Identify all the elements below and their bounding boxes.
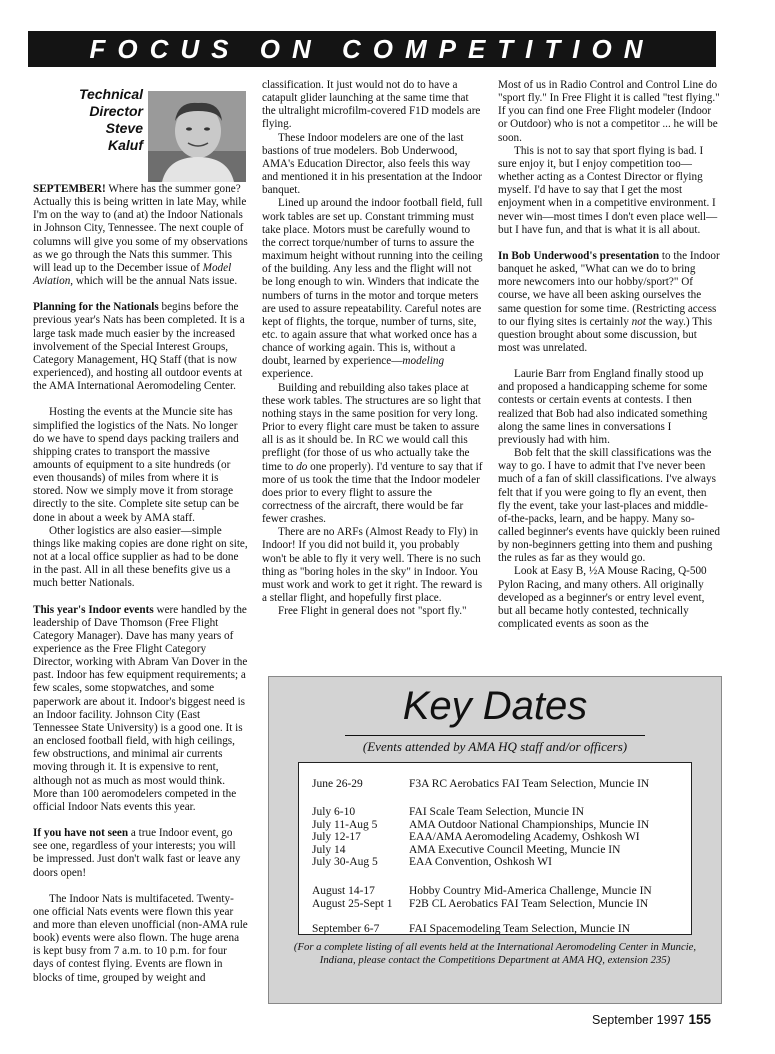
section-banner: FOCUS ON COMPETITION xyxy=(28,31,716,67)
page-number: 155 xyxy=(688,1012,711,1027)
event-date: July 11-Aug 5 xyxy=(312,818,378,831)
paragraph: Look at Easy B, ½A Mouse Racing, Q-500 Pylon Racing, and many others. All originally developed as a beginner's or entry level event, but all became hotly contested, technically complicated events as soon as the xyxy=(498,565,707,631)
paragraph: Laurie Barr from England finally stood up and proposed a handicapping scheme for some contests or certain events at contests. I then realized that Bob had also indicated something along the same lines in conversations I previously had with him. xyxy=(498,368,708,446)
author-photo xyxy=(148,91,246,182)
paragraph: These Indoor modelers are one of the last bastions of true modelers. Bob Underwood, AMA's Education Director, also feels this way and mentioned it in his presentation at the Indoor banquet. xyxy=(262,131,482,197)
event-name: Hobby Country Mid-America Challenge, Muncie IN xyxy=(409,885,652,897)
event-date: August 25-Sept 1 xyxy=(312,898,393,910)
paragraph: Free Flight in general does not "sport fly." xyxy=(278,605,467,618)
column-3 xyxy=(498,79,720,631)
event-date: June 26-29 xyxy=(312,778,363,790)
paragraph: classification. It just would not do to have a catapult glider launching at the same time that the ultralight microfilm-covered F1D models are flying. xyxy=(262,79,481,131)
paragraph: Most of us in Radio Control and Control Line do "sport fly." In Free Flight it is called "test flying." If you can find one Free Flight modeler (Indoor or Outdoor) who is not a competitor ... he will be soon. xyxy=(498,79,720,144)
event-date: September 6-7 xyxy=(312,923,380,935)
event-date: July 14 xyxy=(312,843,346,856)
paragraph: Planning for the Nationals begins before the previous year's Nats has been completed. It is a large task made much easier by the increased involvement of the Special Interest Groups, Category Management, HQ Staff (that is now experienced), and hosting all outdoor events at the AMA International Aeromodeling Center. xyxy=(33,301,245,393)
event-date: July 12-17 xyxy=(312,831,361,843)
author-byline xyxy=(33,86,143,154)
paragraph: There are no ARFs (Almost Ready to Fly) in Indoor! If you did not build it, you probably won't be able to fly it very well. There is no such thing as "boring holes in the sky" in Indoor. You must work and work to get it right. The reward is a stellar flight, and hopefully first place. xyxy=(262,526,483,605)
author-box xyxy=(33,86,247,182)
column-1 xyxy=(33,183,248,985)
event-name: F3A RC Aerobatics FAI Team Selection, Muncie IN xyxy=(409,778,650,790)
paragraph: In Bob Underwood's presentation to the Indoor banquet he asked, "What can we do to bring more newcomers into our hobby/sport?" Of course, we have all been asking ourselves the same question for some time. (Restricting access to our flying sites is certainly not the way.) This question brought about some discussion, but most was unrelated. xyxy=(498,249,720,354)
event-date: July 6-10 xyxy=(312,806,356,818)
paragraph: Hosting the events at the Muncie site has simplified the logistics of the Nats. No longer do we have to spend days packing trailers and shipping crates to transport the massive amounts of equipment to a site hundreds (or even thousands) of miles from where it is stored. Now we simply move it from storage directly to the site. Complete site setup can be done in about a week by AMA staff. xyxy=(33,406,239,524)
author-title-line2: Director xyxy=(89,103,143,119)
event-name: EAA Convention, Oshkosh WI xyxy=(409,856,552,868)
author-last-name: Kaluf xyxy=(108,137,143,153)
paragraph: If you have not seen a true Indoor event, go see one, regardless of your interests; you will be impressed. Just don't walk fast or leave any doors open! xyxy=(33,827,241,879)
paragraph: The Indoor Nats is multifaceted. Twenty-one official Nats events were flown this year and more than eleven unofficial (non-AMA rule book) events were also flown. The huge arena is kept busy from 7 a.m. to 10 p.m. for four days of contest flying. Events are flown in blocks of time, grouped by weight and xyxy=(33,892,248,984)
author-portrait-image xyxy=(148,91,246,182)
event-name: AMA Outdoor National Championships, Muncie IN xyxy=(409,818,650,831)
paragraph: Lined up around the indoor football field, full work tables are set up. Constant trimming must take place. Motors must be carefully wound to the correct torque/number of turns to assure the maximum height without running into the ceiling of the building. Any less and the flight will not be long enough to win. Winders that indicate the numbers of turns in the motor and torque meters are used to assure repeatability. Careful notes are kept of flights, the torque, number of turns, site, etc. to again assure that what worked once has a chance of working again. This is, without a doubt, learned by experience—modeling experience. xyxy=(262,197,483,381)
event-name: FAI Spacemodeling Team Selection, Muncie IN xyxy=(409,923,631,935)
issue-date: September 1997 xyxy=(592,1013,685,1027)
key-dates-subtitle: (Events attended by AMA HQ staff and/or officers) xyxy=(362,739,628,754)
key-dates-footnote: (For a complete listing of all events held at the International Aeromodeling Center in Muncie, Indiana, please contact the Competitions Department at AMA HQ, extension 235) xyxy=(293,941,697,966)
paragraph: SEPTEMBER! Where has the summer gone? Actually this is being written in late May, while I'm on the way to (and at) the Indoor Nationals in Johnson City, Tennessee. The next couple of columns will give you some of my observations as we go through the Nats this summer. This will lead up to the December issue of Model Aviation, which will be the annual Nats issue. xyxy=(33,183,248,288)
event-name: AMA Executive Council Meeting, Muncie IN xyxy=(409,843,621,856)
event-date: July 30-Aug 5 xyxy=(312,856,378,868)
paragraph: This year's Indoor events were handled by the leadership of Dave Thomson (Free Flight Category Manager). Dave has many years of experience as the Free Flight Category Director, working with Abram Van Dover in the past. Indoor has few equipment requirements; a few scales, some stopwatches, and some paperwork are about it. Indoor's biggest need is an Indoor facility. Johnson City (East Tennessee State University) is a good one. It is an enclosed football field, with high ceilings, few obstructions, and minimal air currents moving through it. It is expensive to rent, although not as much as most would think. More than 100 aeromodelers competed in the official Indoor Nats events this year. xyxy=(33,603,248,813)
page-footer xyxy=(592,1012,711,1027)
event-name: FAI Scale Team Selection, Muncie IN xyxy=(409,806,585,818)
key-dates-table xyxy=(298,762,692,935)
author-title-line1: Technical xyxy=(78,86,143,102)
paragraph: Other logistics are also easier—simple things like making copies are done right on site, not at a local office supplier as had to be done in the past. All in all these benefits give us a much better Nationals. xyxy=(33,524,248,590)
key-dates-box xyxy=(268,676,722,1004)
column-2 xyxy=(262,79,484,618)
paragraph: Building and rebuilding also takes place at these work tables. The structures are so light that nothing stays in the same position for very long. Prior to every flight care must be taken to assure all is as it should be. In RC we would call this preflight (for those of us who actually take the time to do one properly). I'd venture to say that if more of us took the time that the Indoor modeler does prior to every flight to assure the correctness of the aircraft, there would be far fewer crashes. xyxy=(262,381,483,526)
paragraph: Bob felt that the skill classifications was the way to go. I have to admit that I've never been much of a fan of skill classifications. I've always felt that if you were going to fly an event, then fly the event, take your last-places and middle-of-the-packs, learn, and be happy. Many so-called beginner's events have quickly been ruined by non-beginners getting into them and pushing the rules as far as they would go. xyxy=(498,447,720,565)
key-dates-divider xyxy=(345,735,645,736)
key-dates-title: Key Dates xyxy=(402,684,588,728)
paragraph: This is not to say that sport flying is bad. I sure enjoy it, but I enjoy competition too—whether acting as a Contest Director or flying myself. I'd have to say that I get the most enjoyment when in a competitive environment. I never win—most times I don't even place well—but I have fun, and that is what it is all about. xyxy=(498,144,718,236)
event-name: EAA/AMA Aeromodeling Academy, Oshkosh WI xyxy=(409,831,640,843)
author-first-name: Steve xyxy=(105,120,143,136)
event-name: F2B CL Aerobatics FAI Team Selection, Muncie IN xyxy=(409,898,649,910)
event-date: August 14-17 xyxy=(312,885,375,897)
